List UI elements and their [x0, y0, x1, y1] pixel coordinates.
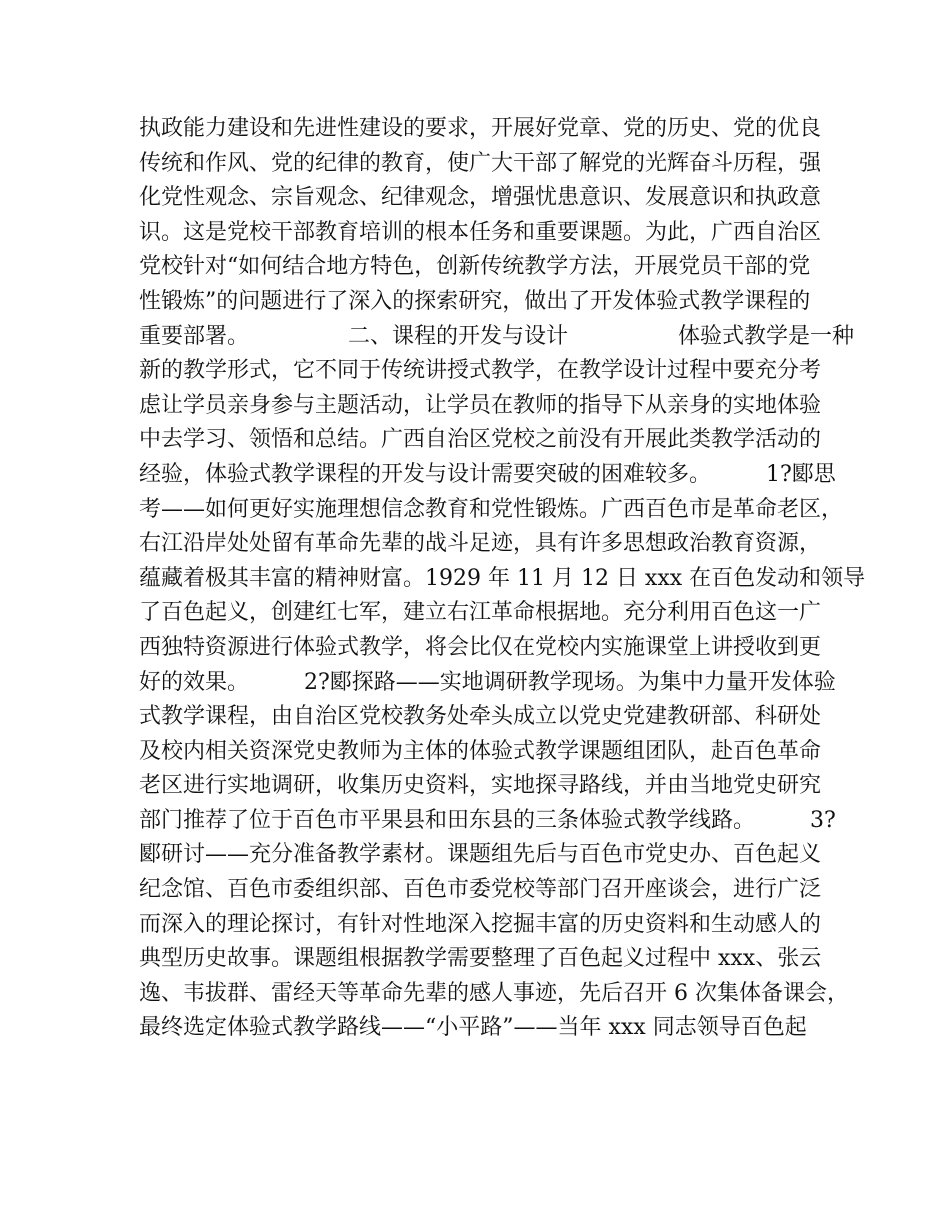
- text-line: [139, 735, 829, 770]
- text-line-content: 传统和作风、党的纪律的教育，使广大干部了解党的光辉奋斗历程，强: [139, 150, 822, 176]
- text-line: [139, 216, 829, 251]
- text-line-content: 虑让学员亲身参与主题活动，让学员在教师的指导下从亲身的实地体验: [139, 392, 822, 418]
- text-line: [139, 977, 849, 1012]
- text-line-content: 化党性观念、宗旨观念、纪律观念，增强忧患意识、发展意识和执政意: [139, 185, 822, 211]
- body-text: [139, 112, 866, 1046]
- text-line: [139, 804, 836, 839]
- text-line: [139, 250, 829, 285]
- text-line: [139, 873, 829, 908]
- text-line: [139, 666, 836, 701]
- text-line: [139, 527, 829, 562]
- text-line-content: 郾研讨——充分准备教学素材。课题组先后与百色市党史办、百色起义: [139, 842, 822, 868]
- text-line: [139, 596, 829, 631]
- text-line: [139, 181, 829, 216]
- text-line-content: 部门推荐了位于百色市平果县和田东县的三条体验式教学线路。 3?: [139, 807, 836, 833]
- text-line-content: 纪念馆、百色市委组织部、百色市委党校等部门召开座谈会，进行广泛: [139, 877, 822, 903]
- text-line: [139, 700, 829, 735]
- text-line-content: 中去学习、领悟和总结。广西自治区党校之前没有开展此类教学活动的: [139, 427, 822, 453]
- text-line: [139, 112, 829, 147]
- text-line: [139, 838, 829, 873]
- text-line-content: 新的教学形式，它不同于传统讲授式教学，在教学设计过程中要充分考: [139, 358, 822, 384]
- text-line-content: 党校针对“如何结合地方特色，创新传统教学方法，开展党员干部的党: [139, 254, 811, 280]
- text-line-content: 及校内相关资深党史教师为主体的体验式教学课题组团队，赴百色革命: [139, 738, 822, 764]
- text-line-content: 右江沿岸处处留有革命先辈的战斗足迹，具有许多思想政治教育资源，: [139, 531, 822, 557]
- text-line: [139, 1011, 829, 1046]
- text-line: [139, 423, 829, 458]
- text-line-content: 考——如何更好实施理想信念教育和党性锻炼。广西百色市是革命老区，: [139, 496, 844, 522]
- text-line-content: 经验，体验式教学课程的开发与设计需要突破的困难较多。 1?郾思: [139, 461, 836, 487]
- text-line-content: 蕴藏着极其丰富的精神财富。1929 年 11 月 12 日 xxx 在百色发动和领导: [139, 565, 866, 591]
- text-line: [139, 631, 829, 666]
- text-line: [139, 458, 836, 493]
- text-line: [139, 769, 829, 804]
- text-line: [139, 354, 829, 389]
- text-line: [139, 147, 829, 182]
- text-line-content: 西独特资源进行体验式教学，将会比仅在党校内实施课堂上讲授收到更: [139, 634, 822, 660]
- text-line: [139, 942, 829, 977]
- text-line: [139, 285, 829, 320]
- text-line: [139, 908, 829, 943]
- text-line-content: 了百色起义，创建红七军，建立右江革命根据地。充分利用百色这一广: [139, 600, 822, 626]
- text-line-content: 执政能力建设和先进性建设的要求，开展好党章、党的历史、党的优良: [139, 116, 822, 141]
- text-line-content: 重要部署。 二、课程的开发与设计 体验式教学是一种: [139, 323, 855, 349]
- text-line: [139, 493, 844, 528]
- text-line-content: 式教学课程，由自治区党校教务处牵头成立以党史党建教研部、科研处: [139, 704, 822, 730]
- text-line-content: 典型历史故事。课题组根据教学需要整理了百色起义过程中 xxx、张云: [139, 946, 822, 972]
- text-line: [139, 389, 829, 424]
- text-line-content: 而深入的理论探讨，有针对性地深入挖掘丰富的历史资料和生动感人的: [139, 911, 822, 937]
- text-line-content: 最终选定体验式教学路线——“小平路”——当年 xxx 同志领导百色起: [139, 1015, 807, 1041]
- text-line-content: 老区进行实地调研，收集历史资料，实地探寻路线，并由当地党史研究: [139, 773, 822, 799]
- text-line: [139, 562, 866, 597]
- text-line-content: 识。这是党校干部教育培训的根本任务和重要课题。为此，广西自治区: [139, 219, 822, 245]
- text-line-content: 好的效果。 2?郾探路——实地调研教学现场。为集中力量开发体验: [139, 669, 836, 695]
- text-line: [139, 320, 855, 355]
- text-line-content: 逸、韦拔群、雷经天等革命先辈的感人事迹，先后召开 6 次集体备课会，: [139, 980, 849, 1006]
- text-line-content: 性锻炼”的问题进行了深入的探索研究，做出了开发体验式教学课程的: [139, 288, 811, 314]
